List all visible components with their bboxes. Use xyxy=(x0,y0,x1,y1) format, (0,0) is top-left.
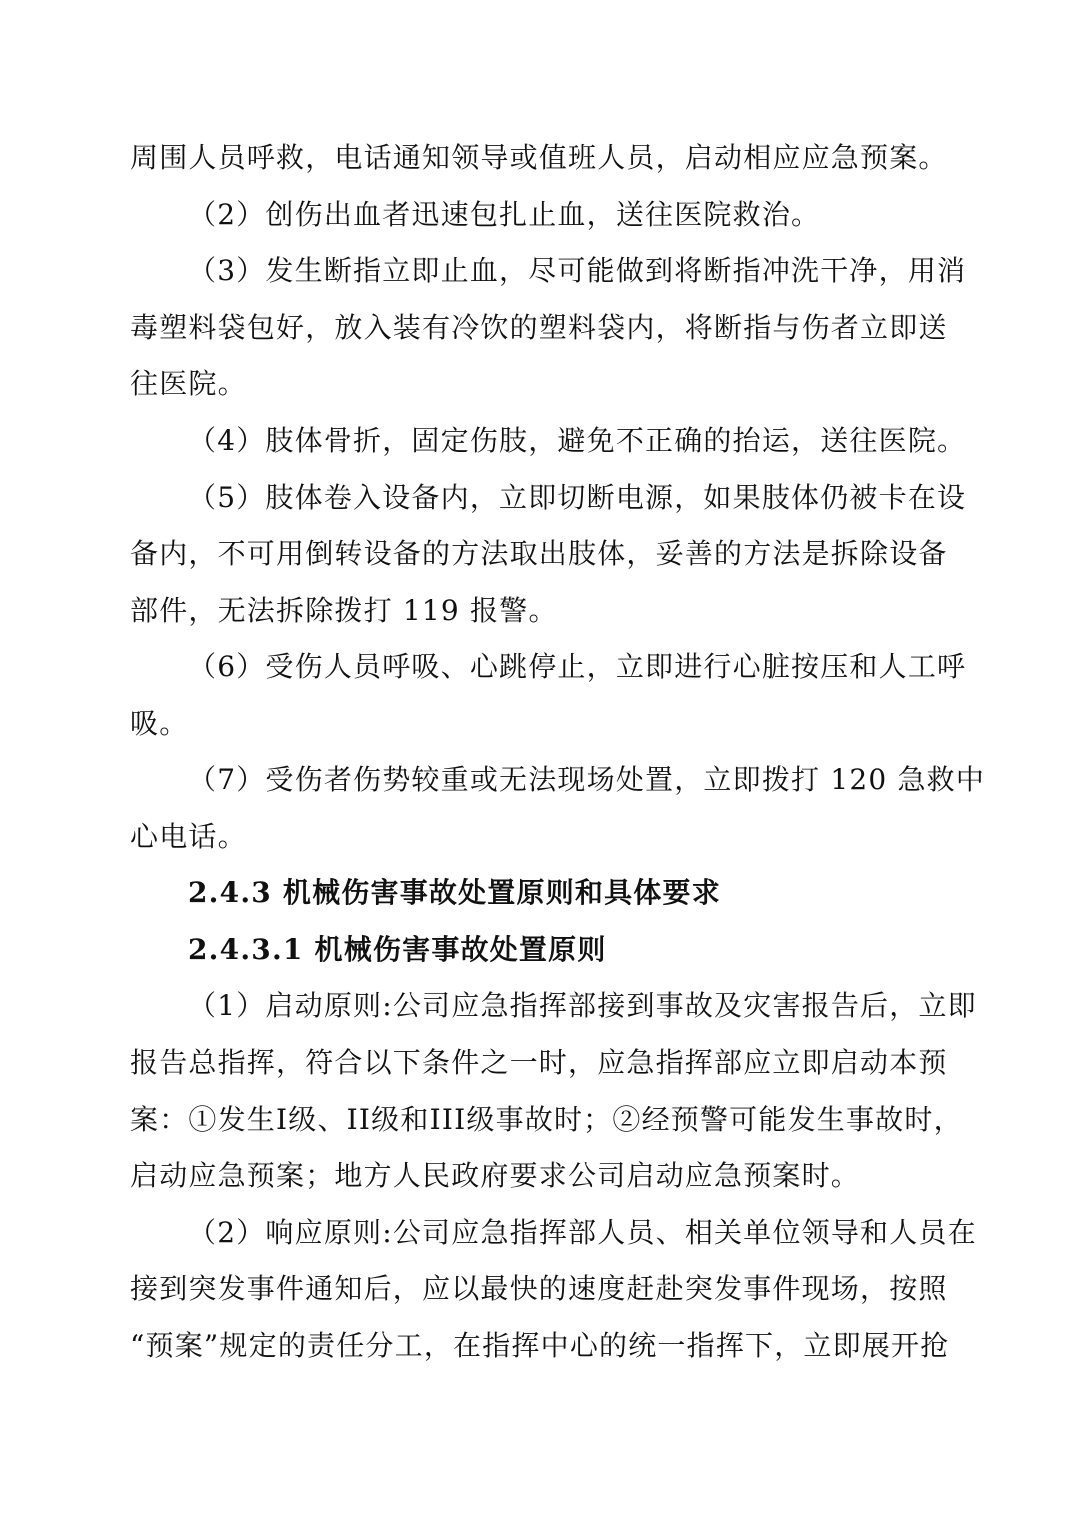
principle-item-2: （2）响应原则:公司应急指挥部人员、相关单位领导和人员在 xyxy=(188,1216,977,1249)
list-item-5: （5）肢体卷入设备内，立即切断电源，如果肢体仍被卡在设 xyxy=(188,481,967,514)
body-text-line: 往医院。 xyxy=(130,367,247,400)
list-item-3: （3）发生断指立即止血，尽可能做到将断指冲洗干净，用消 xyxy=(188,254,967,287)
list-item-7: （7）受伤者伤势较重或无法现场处置，立即拨打 120 急救中 xyxy=(188,763,986,796)
body-text-line: “预案”规定的责任分工，在指挥中心的统一指挥下，立即展开抢 xyxy=(130,1329,950,1362)
subsection-heading: 2.4.3.1 机械伤害事故处置原则 xyxy=(188,933,607,966)
body-text-line: 吸。 xyxy=(130,707,189,740)
body-text-line: 报告总指挥，符合以下条件之一时，应急指挥部应立即启动本预 xyxy=(130,1046,948,1079)
list-item-4: （4）肢体骨折，固定伤肢，避免不正确的抬运，送往医院。 xyxy=(188,424,967,457)
body-text-line: 备内，不可用倒转设备的方法取出肢体，妥善的方法是拆除设备 xyxy=(130,537,948,570)
body-text-line: 毒塑料袋包好，放入装有冷饮的塑料袋内，将断指与伤者立即送 xyxy=(130,311,948,344)
body-text-line: 接到突发事件通知后，应以最快的速度赶赴突发事件现场，按照 xyxy=(130,1272,948,1305)
list-item-2: （2）创伤出血者迅速包扎止血，送往医院救治。 xyxy=(188,198,821,231)
list-item-6: （6）受伤人员呼吸、心跳停止，立即进行心脏按压和人工呼 xyxy=(188,650,967,683)
body-text-line: 周围人员呼救，电话通知领导或值班人员，启动相应应急预案。 xyxy=(130,141,948,174)
principle-item-1: （1）启动原则:公司应急指挥部接到事故及灾害报告后，立即 xyxy=(188,989,977,1022)
body-text-line: 启动应急预案；地方人民政府要求公司启动应急预案时。 xyxy=(130,1159,861,1192)
body-text-line: 案：①发生I级、II级和III级事故时；②经预警可能发生事故时， xyxy=(130,1103,963,1136)
section-heading: 2.4.3 机械伤害事故处置原则和具体要求 xyxy=(188,876,721,909)
body-text-line: 心电话。 xyxy=(130,820,247,853)
body-text-line: 部件，无法拆除拨打 119 报警。 xyxy=(130,594,558,627)
